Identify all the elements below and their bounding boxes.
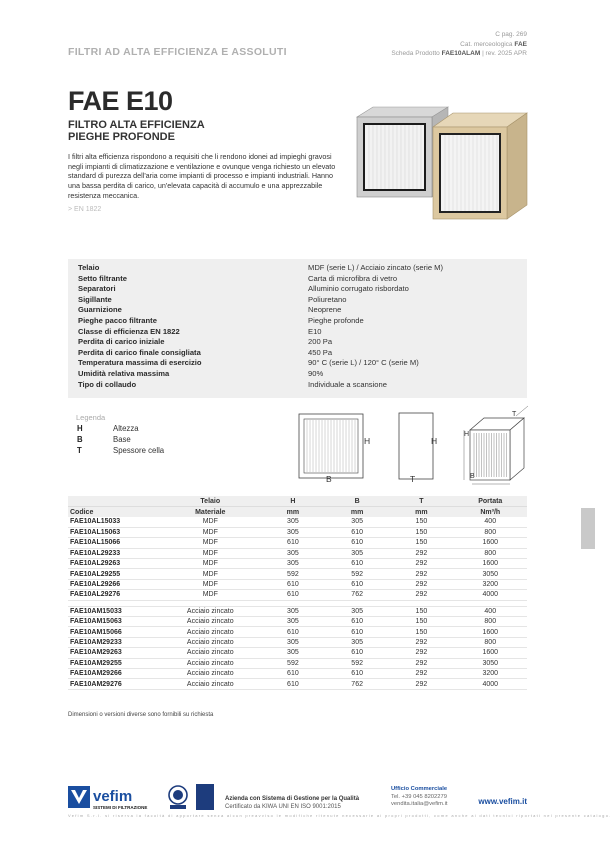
table-cell: 1600 — [454, 538, 527, 548]
product-code: FAE10AM29263 — [68, 648, 160, 658]
product-code: FAE10AM15063 — [68, 617, 160, 627]
table-cell: 292 — [389, 548, 453, 558]
table-cell: 4000 — [454, 679, 527, 689]
mdf-filter-image — [433, 113, 527, 219]
sheet-line: Scheda Prodotto FAE10ALAM | rev. 2025 APR — [391, 50, 527, 58]
category-title: FILTRI AD ALTA EFFICIENZA E ASSOLUTI — [68, 46, 287, 58]
spec-value: Alluminio corrugato risbordato — [308, 284, 409, 294]
table-cell: 305 — [261, 559, 325, 569]
table-row — [68, 637, 527, 647]
table-cell: 1600 — [454, 559, 527, 569]
table-row — [68, 548, 527, 558]
table-cell: 292 — [389, 559, 453, 569]
column-header: H — [261, 496, 325, 507]
spec-value: 450 Pa — [308, 347, 333, 357]
table-cell: 292 — [389, 569, 453, 579]
table-cell: Acciaio zincato — [160, 658, 261, 668]
spec-label: Telaio — [78, 263, 100, 272]
product-code: FAE10AL29266 — [68, 579, 160, 589]
table-cell: MDF — [160, 548, 261, 558]
table-cell: 610 — [325, 527, 389, 537]
table-cell: Acciaio zincato — [160, 606, 261, 616]
table-cell: 610 — [325, 648, 389, 658]
table-cell: 800 — [454, 548, 527, 558]
spec-label: Setto filtrante — [78, 273, 127, 283]
spec-value: Neoprene — [308, 305, 342, 315]
table-row — [68, 538, 527, 548]
product-subtitle: FILTRO ALTA EFFICIENZA PIEGHE PROFONDE — [68, 119, 205, 143]
svg-text:vefim: vefim — [93, 788, 133, 805]
table-cell: 610 — [261, 590, 325, 600]
category-line: Cat. merceologica FAE — [460, 40, 527, 48]
base-label: B — [326, 474, 332, 484]
front-view-drawing — [295, 410, 375, 485]
legend-key: B — [77, 434, 83, 444]
table-cell: MDF — [160, 590, 261, 600]
table-cell: 292 — [389, 648, 453, 658]
norm-reference: > EN 1822 — [68, 206, 102, 213]
spec-value: Poliuretano — [308, 294, 347, 304]
table-cell: 4000 — [454, 590, 527, 600]
iso-thickness-label: T — [512, 411, 517, 418]
column-header: Portata — [454, 496, 527, 507]
spec-value: 200 Pa — [308, 337, 333, 347]
table-cell: 610 — [261, 538, 325, 548]
legend-value: Spessore cella — [113, 445, 165, 455]
sales-office: Ufficio Commerciale Tel. +39 045 8202279 vendita.italia@vefim.it — [391, 786, 448, 807]
footer-disclaimer: Vefim S.r.l. si riserva la facoltà di apportare senza alcun preavviso le modifiche ritenute necessarie ai propri prodotti, come anche ai dati tecnici riportati nel presente catalogo. — [68, 813, 612, 818]
table-cell: 3050 — [454, 569, 527, 579]
table-row — [68, 590, 527, 600]
iso-height-label: H — [464, 431, 470, 438]
table-cell: 305 — [325, 517, 389, 527]
table-cell: 292 — [389, 590, 453, 600]
table-cell: 305 — [261, 606, 325, 616]
table-cell: 610 — [325, 559, 389, 569]
column-header: mm — [389, 507, 453, 518]
table-cell: 800 — [454, 637, 527, 647]
spec-label: Sigillante — [78, 294, 112, 304]
product-code: FAE10AL15063 — [68, 527, 160, 537]
table-cell: 150 — [389, 627, 453, 637]
table-cell: 800 — [454, 527, 527, 537]
table-cell: 292 — [389, 637, 453, 647]
table-cell: 400 — [454, 606, 527, 616]
table-note: Dimensioni o versioni diverse sono fornibili su richiesta — [68, 712, 214, 718]
spec-label: Perdita di carico finale consigliata — [78, 347, 201, 357]
spec-value: E10 — [308, 326, 322, 336]
table-cell: 762 — [325, 590, 389, 600]
table-cell: 305 — [261, 648, 325, 658]
spec-value: 90° C (serie L) / 120° C (serie M) — [308, 358, 419, 368]
thickness-label: T — [410, 474, 416, 484]
table-cell: 592 — [261, 569, 325, 579]
table-cell: Acciaio zincato — [160, 648, 261, 658]
table-cell: 1600 — [454, 648, 527, 658]
spec-label: Guarnizione — [78, 305, 122, 315]
product-code: FAE10AL29233 — [68, 548, 160, 558]
table-cell: 3050 — [454, 658, 527, 668]
product-code: FAE10AM29255 — [68, 658, 160, 668]
table-row — [68, 627, 527, 637]
table-row — [68, 606, 527, 616]
product-code: FAE10AM15033 — [68, 606, 160, 616]
table-cell: 150 — [389, 527, 453, 537]
spec-value: Individuale a scansione — [308, 379, 387, 389]
product-code: FAE10AM15066 — [68, 627, 160, 637]
table-row — [68, 658, 527, 668]
table-row — [68, 617, 527, 627]
product-code: FAE10AL15033 — [68, 517, 160, 527]
table-row — [68, 517, 527, 527]
spec-label: Tipo di collaudo — [78, 379, 137, 389]
table-cell: 292 — [389, 658, 453, 668]
spec-label: Pieghe pacco filtrante — [78, 316, 157, 325]
table-cell: 305 — [261, 617, 325, 627]
table-cell: MDF — [160, 559, 261, 569]
table-units-row — [68, 507, 527, 518]
table-cell: 305 — [261, 517, 325, 527]
table-cell: 305 — [261, 527, 325, 537]
quality-certification-badge — [196, 784, 214, 810]
column-header: mm — [325, 507, 389, 518]
product-description: I filtri alta efficienza rispondono a requisiti che li rendono idonei ad impieghi gravosi negli impianti di climatizzazione e ventilazione e ovunque venga richiesto un elevato standard di purezza dell'aria come impianti di processo e impianti industriali. Hanno una bassa perdita di carico, un'elevata capacità di accumulo e una apprezzabile resistenza meccanica. — [68, 152, 336, 200]
table-cell: MDF — [160, 517, 261, 527]
table-cell: 305 — [325, 606, 389, 616]
height-label: H — [364, 436, 371, 446]
document-meta — [391, 30, 527, 59]
table-cell: Acciaio zincato — [160, 637, 261, 647]
spec-value: Pieghe profonde — [308, 316, 364, 325]
spec-value: 90% — [308, 369, 324, 378]
spec-label: Perdita di carico iniziale — [78, 337, 165, 347]
table-cell: 610 — [325, 627, 389, 637]
side-view-drawing — [396, 410, 436, 485]
spec-label: Separatori — [78, 284, 116, 294]
table-cell: 610 — [325, 579, 389, 589]
sales-email-link[interactable]: vendita.italia@vefim.it — [391, 801, 448, 807]
product-photo — [355, 105, 530, 223]
product-code: FAE10AM29276 — [68, 679, 160, 689]
table-cell: 610 — [261, 627, 325, 637]
table-cell: 292 — [389, 679, 453, 689]
table-cell: 610 — [325, 617, 389, 627]
table-cell: 610 — [325, 668, 389, 678]
table-cell: Acciaio zincato — [160, 617, 261, 627]
column-header: Nm³/h — [454, 507, 527, 518]
table-row — [68, 569, 527, 579]
table-cell: MDF — [160, 538, 261, 548]
svg-text:SISTEMI DI FILTRAZIONE: SISTEMI DI FILTRAZIONE — [93, 805, 148, 810]
product-codes-table — [68, 496, 527, 690]
table-row — [68, 579, 527, 589]
column-header: mm — [261, 507, 325, 518]
table-cell: 400 — [454, 517, 527, 527]
page-number: C pag. 269 — [495, 31, 527, 38]
table-cell: 150 — [389, 617, 453, 627]
column-header — [68, 496, 160, 507]
column-header: Materiale — [160, 507, 261, 518]
table-cell: 3200 — [454, 579, 527, 589]
table-cell: 610 — [261, 679, 325, 689]
table-row — [68, 679, 527, 689]
table-row — [68, 668, 527, 678]
iso-base-label: B — [470, 473, 475, 480]
table-cell: 592 — [325, 658, 389, 668]
kiwa-certification-seal — [168, 784, 188, 810]
table-cell: Acciaio zincato — [160, 668, 261, 678]
table-cell: 305 — [325, 548, 389, 558]
legend-value: Base — [113, 434, 131, 444]
table-cell: 3200 — [454, 668, 527, 678]
table-cell: 150 — [389, 517, 453, 527]
vefim-logo — [68, 784, 158, 812]
section-tab — [581, 508, 595, 549]
table-cell: 305 — [261, 637, 325, 647]
table-row — [68, 648, 527, 658]
table-cell: 1600 — [454, 627, 527, 637]
table-cell: 305 — [261, 548, 325, 558]
legend-value: Altezza — [113, 424, 139, 433]
table-cell: 150 — [389, 538, 453, 548]
quality-statement: Azienda con Sistema di Gestione per la Qualità Certificato da KIWA UNI EN ISO 9001:2015 — [225, 796, 360, 810]
spec-value: MDF (serie L) / Acciaio zincato (serie M) — [308, 263, 444, 272]
table-cell: Acciaio zincato — [160, 679, 261, 689]
table-cell: 592 — [325, 569, 389, 579]
table-cell: Acciaio zincato — [160, 627, 261, 637]
table-cell: MDF — [160, 527, 261, 537]
column-header: T — [389, 496, 453, 507]
table-row — [68, 559, 527, 569]
product-code: FAE10AL15066 — [68, 538, 160, 548]
table-cell: 610 — [261, 579, 325, 589]
product-code: FAE10AL29263 — [68, 559, 160, 569]
table-row — [68, 527, 527, 537]
table-cell: 292 — [389, 579, 453, 589]
table-cell: 292 — [389, 668, 453, 678]
product-code: FAE10AM29266 — [68, 668, 160, 678]
legend-title: Legenda — [76, 413, 106, 422]
table-header-row — [68, 496, 527, 507]
table-cell: 150 — [389, 606, 453, 616]
table-cell: 610 — [261, 668, 325, 678]
spec-label: Classe di efficienza EN 1822 — [78, 326, 180, 336]
spec-value: Carta di microfibra di vetro — [308, 273, 398, 283]
table-cell: 610 — [325, 538, 389, 548]
product-title: FAE E10 — [68, 86, 173, 116]
table-cell: 592 — [261, 658, 325, 668]
product-code: FAE10AL29276 — [68, 590, 160, 600]
product-code: FAE10AL29255 — [68, 569, 160, 579]
column-header: Codice — [68, 507, 160, 518]
table-cell: MDF — [160, 579, 261, 589]
product-code: FAE10AM29233 — [68, 637, 160, 647]
website-link[interactable]: www.vefim.it — [478, 797, 527, 806]
table-cell: 762 — [325, 679, 389, 689]
column-header: Telaio — [160, 496, 261, 507]
spec-label: Temperatura massima di esercizio — [78, 358, 202, 368]
height-label-side: H — [431, 436, 438, 446]
table-cell: MDF — [160, 569, 261, 579]
table-cell: 800 — [454, 617, 527, 627]
column-header: B — [325, 496, 389, 507]
spec-label: Umidità relativa massima — [78, 369, 170, 378]
table-cell: 305 — [325, 637, 389, 647]
legend-key: H — [77, 424, 83, 433]
legend-key: T — [77, 445, 82, 455]
